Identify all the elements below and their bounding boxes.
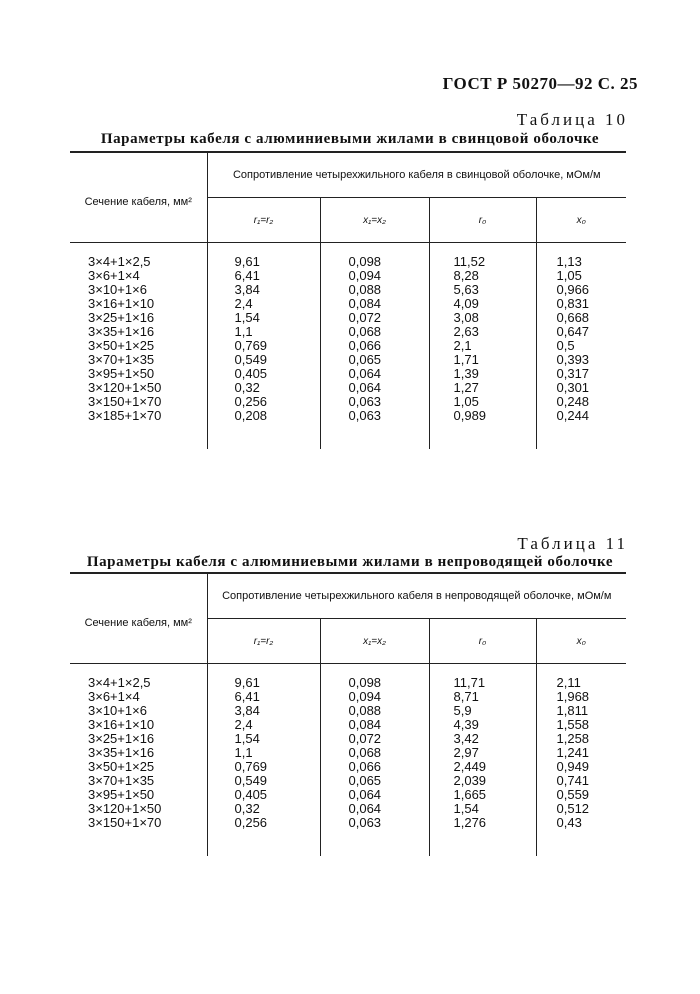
cell-x1: 0,068 xyxy=(320,325,429,339)
cell-r0: 2,039 xyxy=(429,774,536,788)
table-row xyxy=(70,676,626,690)
table-11-number: Таблица 11 xyxy=(517,534,628,553)
cell-x0: 0,244 xyxy=(536,409,626,423)
cell-r0: 1,71 xyxy=(429,353,536,367)
cell-x1: 0,063 xyxy=(320,395,429,409)
table-row xyxy=(70,760,626,774)
cell-x0: 0,741 xyxy=(536,774,626,788)
table-10-number: Таблица 10 xyxy=(516,110,628,129)
cell-x1: 0,065 xyxy=(320,774,429,788)
cell-section: 3×16+1×10 xyxy=(88,296,155,311)
col-header-x1: x₁=x₂ xyxy=(320,198,429,243)
table-row xyxy=(70,746,626,760)
cell-section: 3×70+1×35 xyxy=(88,352,155,367)
col-header-x0: x₀ xyxy=(536,619,626,664)
cell-x0: 0,512 xyxy=(536,802,626,816)
page-header: ГОСТ Р 50270—92 С. 25 xyxy=(442,74,638,93)
table-row xyxy=(70,732,626,746)
cell-x0: 0,831 xyxy=(536,297,626,311)
cell-x0: 0,5 xyxy=(536,339,626,353)
table-row xyxy=(70,690,626,704)
cell-r0: 11,52 xyxy=(429,255,536,269)
cell-r1: 0,208 xyxy=(207,409,320,423)
cell-x0: 1,258 xyxy=(536,732,626,746)
cell-r1: 0,769 xyxy=(207,760,320,774)
cell-r1: 0,32 xyxy=(207,802,320,816)
cell-r1: 0,769 xyxy=(207,339,320,353)
table-11 xyxy=(70,572,626,856)
cell-r0: 1,27 xyxy=(429,381,536,395)
table-11-body xyxy=(70,664,626,857)
table-10-grid xyxy=(70,151,626,449)
table-row xyxy=(70,381,626,395)
cell-section: 3×6+1×4 xyxy=(88,268,140,283)
cell-section: 3×25+1×16 xyxy=(88,731,155,746)
cell-r0: 3,08 xyxy=(429,311,536,325)
cell-section: 3×10+1×6 xyxy=(88,703,147,718)
cell-x0: 0,966 xyxy=(536,283,626,297)
cell-r0: 1,54 xyxy=(429,802,536,816)
cell-r0: 1,665 xyxy=(429,788,536,802)
cell-r1: 9,61 xyxy=(207,676,320,690)
group-header: Сопротивление четырехжильного кабеля в непроводящей оболочке, мОм/м xyxy=(207,573,626,619)
cell-r0: 2,97 xyxy=(429,746,536,760)
cell-r0: 1,276 xyxy=(429,816,536,830)
cell-section: 3×150+1×70 xyxy=(88,394,162,409)
table-10 xyxy=(70,151,626,449)
cell-x0: 0,248 xyxy=(536,395,626,409)
col-header-x0: x₀ xyxy=(536,198,626,243)
cell-r1: 2,4 xyxy=(207,718,320,732)
cell-x1: 0,064 xyxy=(320,802,429,816)
cell-r1: 3,84 xyxy=(207,283,320,297)
cell-section: 3×95+1×50 xyxy=(88,787,155,802)
cell-r1: 1,54 xyxy=(207,732,320,746)
cell-x1: 0,068 xyxy=(320,746,429,760)
cell-r0: 5,9 xyxy=(429,704,536,718)
table-row xyxy=(70,325,626,339)
table-row xyxy=(70,269,626,283)
cell-r1: 2,4 xyxy=(207,297,320,311)
cell-x0: 2,11 xyxy=(536,676,626,690)
table-row xyxy=(70,255,626,269)
table-row xyxy=(70,283,626,297)
cell-r1: 1,54 xyxy=(207,311,320,325)
cell-r1: 6,41 xyxy=(207,690,320,704)
cell-x0: 1,241 xyxy=(536,746,626,760)
cell-r0: 0,989 xyxy=(429,409,536,423)
cell-x0: 1,558 xyxy=(536,718,626,732)
table-row xyxy=(70,409,626,423)
table-row xyxy=(70,816,626,830)
table-10-body xyxy=(70,243,626,450)
cell-x1: 0,094 xyxy=(320,269,429,283)
cell-x1: 0,072 xyxy=(320,732,429,746)
cell-r1: 3,84 xyxy=(207,704,320,718)
cell-section: 3×4+1×2,5 xyxy=(88,254,151,269)
cell-section: 3×70+1×35 xyxy=(88,773,155,788)
cell-r1: 1,1 xyxy=(207,746,320,760)
cell-x1: 0,063 xyxy=(320,409,429,423)
table-row xyxy=(70,718,626,732)
cell-r1: 1,1 xyxy=(207,325,320,339)
cell-x0: 1,05 xyxy=(536,269,626,283)
cell-r0: 11,71 xyxy=(429,676,536,690)
table-row xyxy=(70,297,626,311)
cell-r1: 6,41 xyxy=(207,269,320,283)
table-row xyxy=(70,367,626,381)
table-row xyxy=(70,704,626,718)
cell-x0: 0,301 xyxy=(536,381,626,395)
cell-section: 3×10+1×6 xyxy=(88,282,147,297)
table-11-title: Параметры кабеля с алюминиевыми жилами в непроводящей оболочке xyxy=(86,554,614,570)
section-header: Сечение кабеля, мм² xyxy=(70,152,207,243)
cell-r0: 8,71 xyxy=(429,690,536,704)
cell-section: 3×95+1×50 xyxy=(88,366,155,381)
cell-section: 3×185+1×70 xyxy=(88,408,162,423)
cell-x0: 0,668 xyxy=(536,311,626,325)
cell-x1: 0,088 xyxy=(320,704,429,718)
cell-r0: 2,63 xyxy=(429,325,536,339)
cell-x1: 0,072 xyxy=(320,311,429,325)
cell-section: 3×50+1×25 xyxy=(88,759,155,774)
cell-section: 3×16+1×10 xyxy=(88,717,155,732)
col-header-r1: r₁=r₂ xyxy=(207,198,320,243)
cell-r0: 3,42 xyxy=(429,732,536,746)
col-header-r0: r₀ xyxy=(429,619,536,664)
cell-x1: 0,088 xyxy=(320,283,429,297)
cell-r1: 9,61 xyxy=(207,255,320,269)
table-tail xyxy=(70,423,626,449)
cell-r0: 8,28 xyxy=(429,269,536,283)
cell-x0: 1,968 xyxy=(536,690,626,704)
cell-x0: 0,393 xyxy=(536,353,626,367)
table-10-title: Параметры кабеля с алюминиевыми жилами в свинцовой оболочке xyxy=(100,131,600,147)
cell-x1: 0,066 xyxy=(320,760,429,774)
col-header-x1: x₁=x₂ xyxy=(320,619,429,664)
cell-r0: 5,63 xyxy=(429,283,536,297)
cell-r0: 4,09 xyxy=(429,297,536,311)
cell-x1: 0,094 xyxy=(320,690,429,704)
table-row xyxy=(70,802,626,816)
table-row xyxy=(70,339,626,353)
cell-x1: 0,098 xyxy=(320,255,429,269)
table-tail xyxy=(70,830,626,856)
table-11-grid xyxy=(70,572,626,856)
table-row xyxy=(70,774,626,788)
cell-x0: 0,559 xyxy=(536,788,626,802)
cell-r0: 2,449 xyxy=(429,760,536,774)
cell-x1: 0,084 xyxy=(320,297,429,311)
cell-r1: 0,549 xyxy=(207,774,320,788)
cell-x0: 1,811 xyxy=(536,704,626,718)
cell-x1: 0,066 xyxy=(320,339,429,353)
cell-section: 3×120+1×50 xyxy=(88,801,162,816)
cell-r1: 0,256 xyxy=(207,816,320,830)
cell-x1: 0,084 xyxy=(320,718,429,732)
cell-r0: 4,39 xyxy=(429,718,536,732)
table-row xyxy=(70,788,626,802)
cell-section: 3×35+1×16 xyxy=(88,745,155,760)
cell-x1: 0,063 xyxy=(320,816,429,830)
cell-x0: 1,13 xyxy=(536,255,626,269)
table-row xyxy=(70,353,626,367)
cell-x0: 0,647 xyxy=(536,325,626,339)
cell-x1: 0,064 xyxy=(320,367,429,381)
cell-x1: 0,065 xyxy=(320,353,429,367)
cell-section: 3×120+1×50 xyxy=(88,380,162,395)
cell-r1: 0,405 xyxy=(207,788,320,802)
cell-section: 3×150+1×70 xyxy=(88,815,162,830)
col-header-r0: r₀ xyxy=(429,198,536,243)
cell-x0: 0,317 xyxy=(536,367,626,381)
cell-r1: 0,405 xyxy=(207,367,320,381)
cell-section: 3×6+1×4 xyxy=(88,689,140,704)
cell-r0: 1,39 xyxy=(429,367,536,381)
cell-section: 3×4+1×2,5 xyxy=(88,675,151,690)
cell-section: 3×25+1×16 xyxy=(88,310,155,325)
cell-r1: 0,32 xyxy=(207,381,320,395)
cell-r1: 0,549 xyxy=(207,353,320,367)
table-row xyxy=(70,395,626,409)
cell-section: 3×35+1×16 xyxy=(88,324,155,339)
group-header: Сопротивление четырехжильного кабеля в свинцовой оболочке, мОм/м xyxy=(207,152,626,198)
cell-r0: 1,05 xyxy=(429,395,536,409)
cell-r0: 2,1 xyxy=(429,339,536,353)
col-header-r1: r₁=r₂ xyxy=(207,619,320,664)
cell-x0: 0,949 xyxy=(536,760,626,774)
cell-x1: 0,098 xyxy=(320,676,429,690)
cell-section: 3×50+1×25 xyxy=(88,338,155,353)
cell-r1: 0,256 xyxy=(207,395,320,409)
table-row xyxy=(70,311,626,325)
cell-x1: 0,064 xyxy=(320,788,429,802)
cell-x1: 0,064 xyxy=(320,381,429,395)
section-header: Сечение кабеля, мм² xyxy=(70,573,207,664)
cell-x0: 0,43 xyxy=(536,816,626,830)
